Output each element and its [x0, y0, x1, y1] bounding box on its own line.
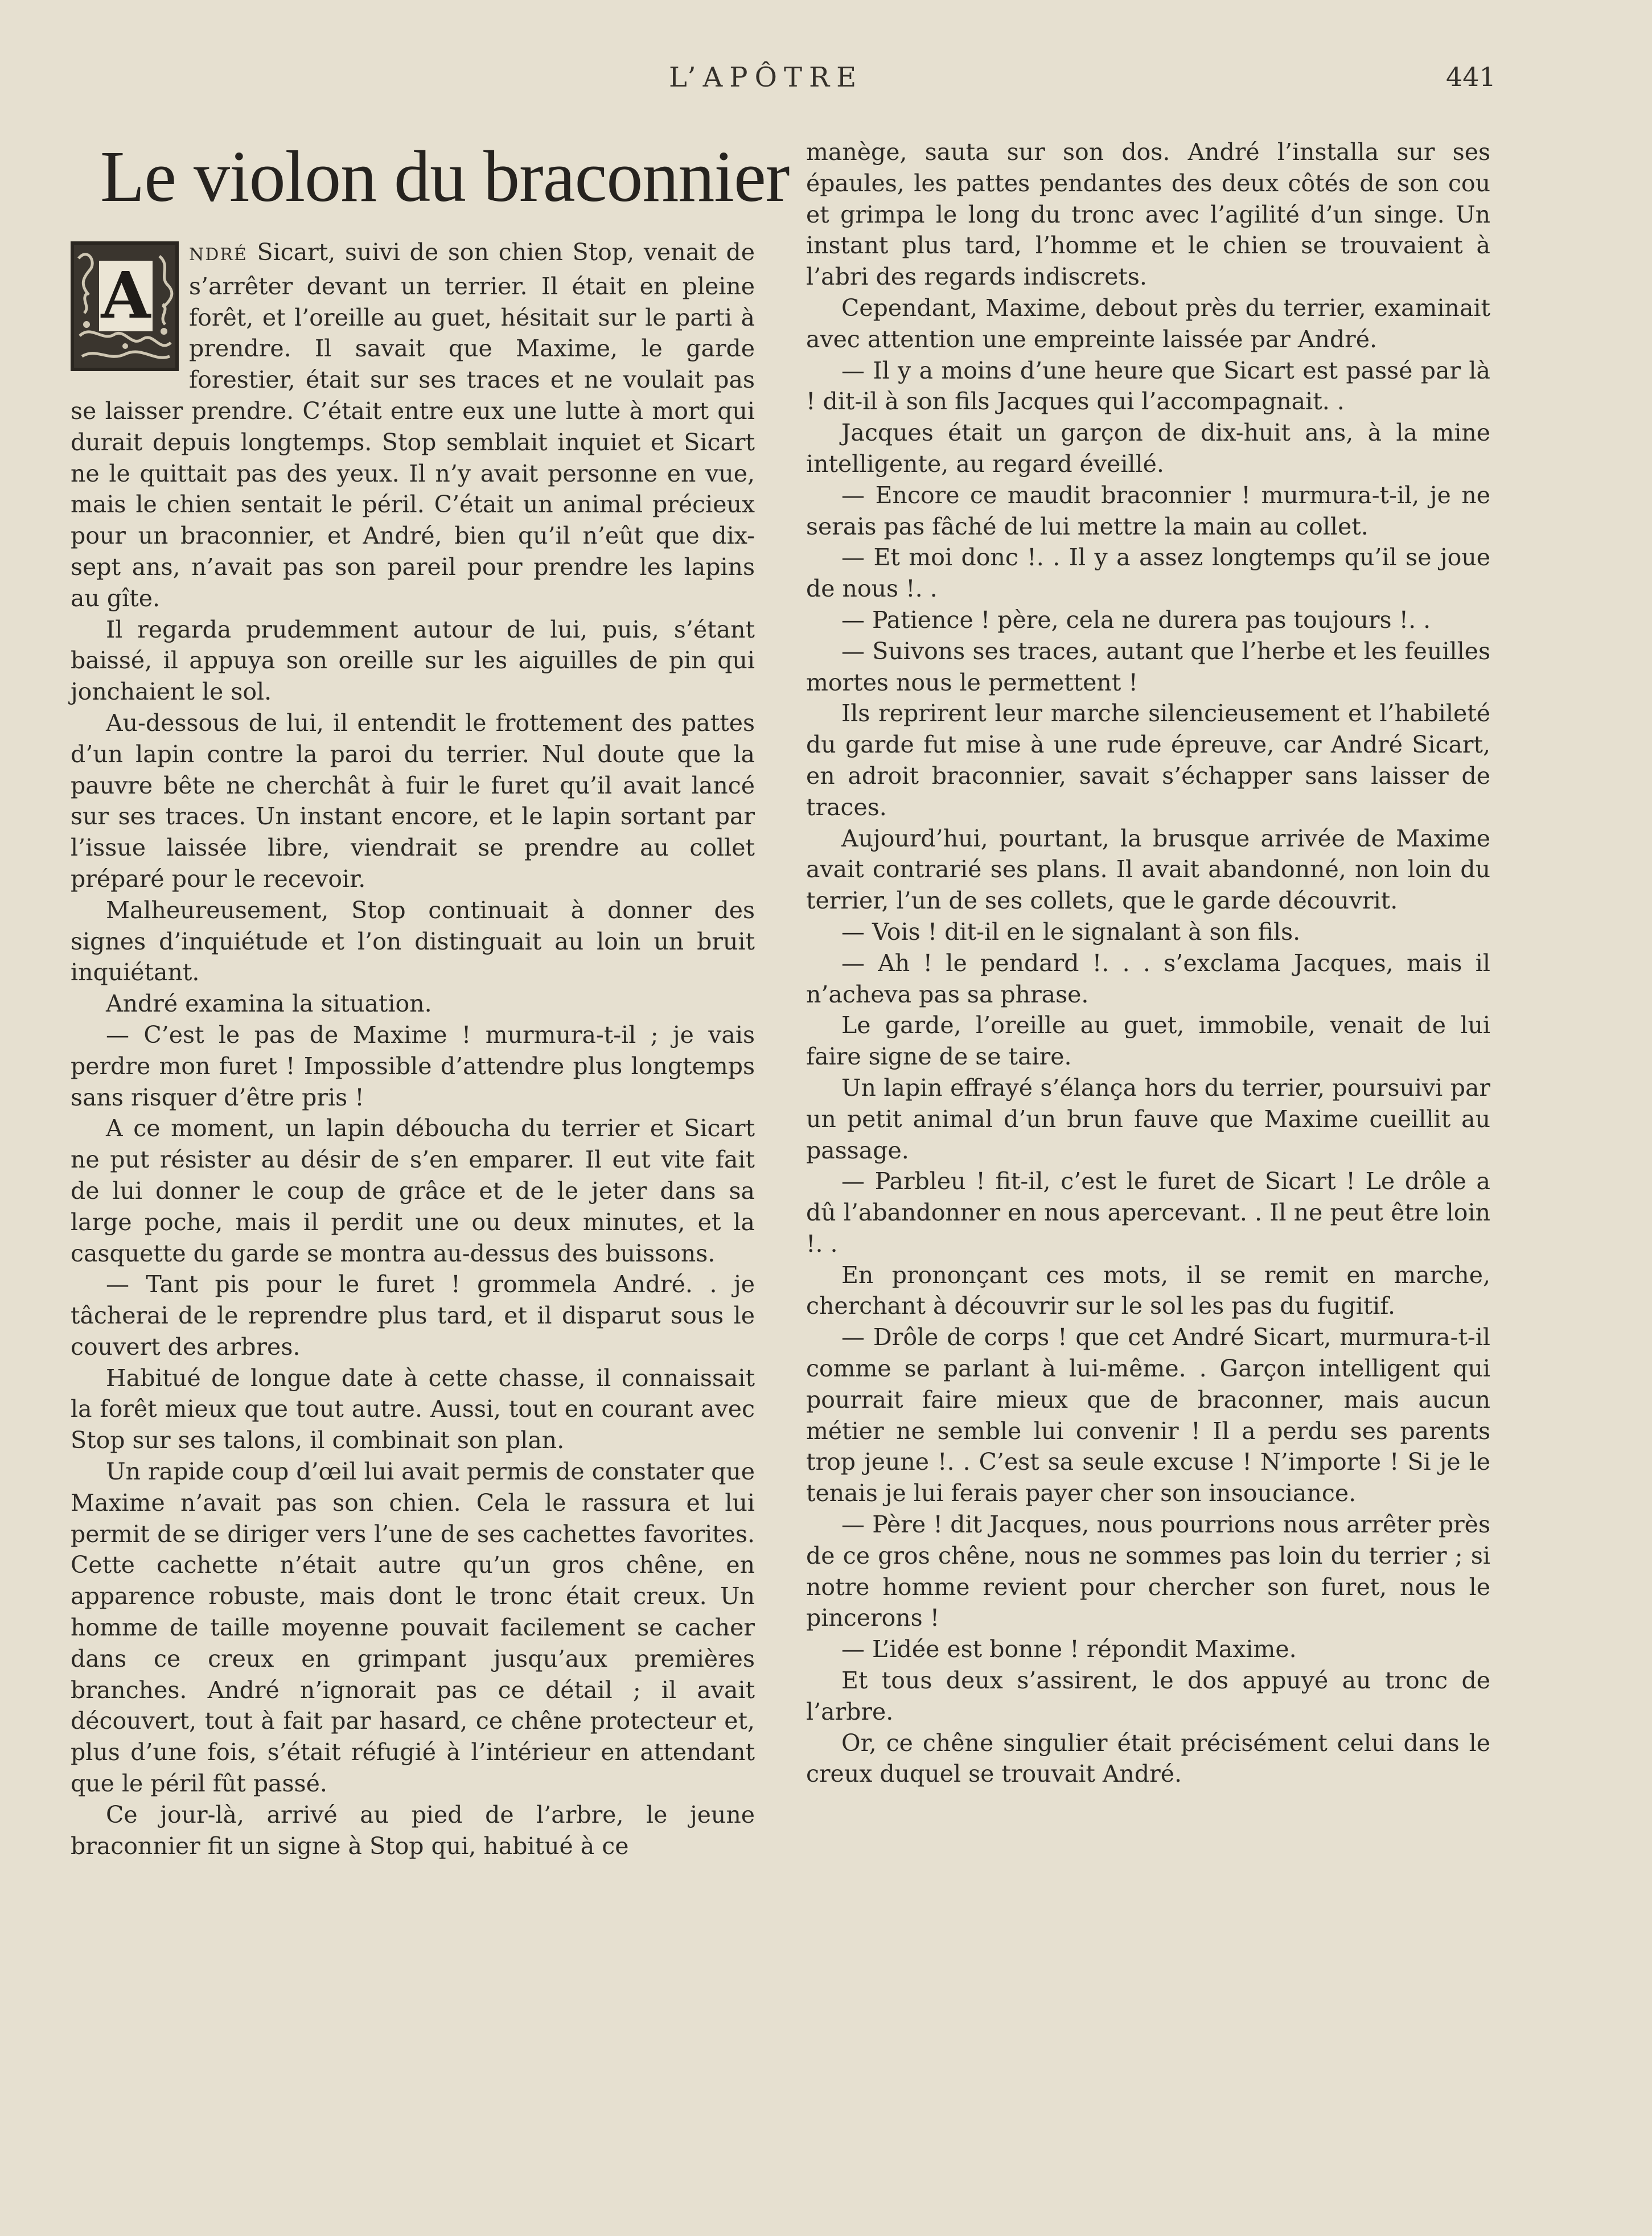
left-column	[71, 136, 790, 1861]
paragraph: Ce jour-là, arrivé au pied de l’arbre, le jeune braconnier fit un signe à Stop qui, habitué à ce	[71, 1801, 755, 1860]
dropcap-letter: A	[99, 261, 153, 331]
paragraph: — Et moi donc !. . Il y a assez longtemps qu’il se joue de nous !. .	[806, 544, 1490, 603]
paragraph: Aujourd’hui, pourtant, la brusque arrivée de Maxime avait contrarié ses plans. Il avait abandonné, non loin du terrier, l’un de ses collets, que le garde découvrit.	[806, 824, 1490, 915]
paragraph: Il regarda prudemment autour de lui, puis, s’étant baissé, il appuya son oreille sur les aiguilles de pin qui jonchaient le sol.	[71, 615, 755, 706]
paragraph: — Ah ! le pendard !. . . s’exclama Jacques, mais il n’acheva pas sa phrase.	[806, 949, 1490, 1008]
paragraph: Un lapin effrayé s’élança hors du terrier, poursuivi par un petit animal d’un brun fauve que Maxime cueillit au passage.	[806, 1074, 1490, 1164]
paragraph: — L’idée est bonne ! répondit Maxime.	[841, 1635, 1297, 1663]
paragraph: — Suivons ses traces, autant que l’herbe et les feuilles mortes nous le permettent !	[806, 637, 1490, 696]
paragraph: — Père ! dit Jacques, nous pourrions nous arrêter près de ce gros chêne, nous ne sommes pas loin du terrier ; si notre homme revient pour chercher son furet, nous le pincerons !	[806, 1511, 1490, 1632]
paragraph: Habitué de longue date à cette chasse, il connaissait la forêt mieux que tout autre. Aussi, tout en courant avec Stop sur ses talons, il combinait son plan.	[71, 1364, 755, 1454]
paragraph: Ils reprirent leur marche silencieusement et l’habileté du garde fut mise à une rude épreuve, car André Sicart, en adroit braconnier, savait s’échapper sans laisser de traces.	[806, 700, 1490, 821]
paragraph: — Drôle de corps ! que cet André Sicart, murmura-t-il comme se parlant à lui-même. . Garçon intelligent qui pourrait faire mieux que de braconner, mais aucun métier ne semble lui convenir ! Il a perdu ses parents trop jeune !. . C’est sa seule excuse ! N’importe ! Si je le tenais je lui ferais payer cher son insouciance.	[806, 1323, 1490, 1507]
paragraph: manège, sauta sur son dos. André l’installa sur ses épaules, les pattes pendantes des deux côtés de son cou et grimpa le long du tronc avec l’agilité d’un singe. Un instant plus tard, l’homme et le chien se trouvaient à l’abri des regards indiscrets.	[806, 138, 1490, 291]
paragraph: En prononçant ces mots, il se remit en marche, cherchant à découvrir sur le sol les pas du fugitif.	[806, 1261, 1490, 1320]
paragraph-text: Sicart, suivi de son chien Stop, venait de s’arrêter devant un terrier. Il était en pleine forêt, et l’oreille au guet, hésitait sur le parti à prendre. Il savait que Maxime, le garde forestier, était sur ses traces et ne voulait pas se laisser prendre. C’était entre eux une lutte à mort qui durait depuis longtemps. Stop semblait inquiet et Sicart ne le quittait pas des yeux. Il n’y avait personne en vue, mais le chien sentait le péril. C’était un animal précieux pour un braconnier, et André, bien qu’il n’eût que dix-sept ans, n’avait pas son pareil pour prendre les lapins au gîte.	[71, 239, 755, 612]
paragraph: Au-dessous de lui, il entendit le frottement des pattes d’un lapin contre la paroi du terrier. Nul doute que la pauvre bête ne cherchât à fuir le furet qu’il avait lancé sur ses traces. Un instant encore, et le lapin sortant par l’issue laissée libre, viendrait se prendre au collet préparé pour le recevoir.	[71, 709, 755, 893]
paragraph: A ce moment, un lapin déboucha du terrier et Sicart ne put résister au désir de s’en emparer. Il eut vite fait de lui donner le coup de grâce et de le jeter dans sa large poche, mais il perdit une ou deux minutes, et la casquette du garde se montra au-dessus des buissons.	[71, 1115, 755, 1267]
article-title: Le violon du braconnier	[100, 136, 790, 217]
paragraph: Jacques était un garçon de dix-huit ans, à la mine intelligente, au regard éveillé.	[806, 419, 1490, 478]
ornamental-dropcap	[71, 241, 179, 371]
page-number: 441	[1446, 61, 1496, 92]
first-word-smallcaps: NDRÉ	[189, 245, 248, 265]
paragraph: — Patience ! père, cela ne durera pas toujours !. .	[841, 606, 1431, 634]
paragraph: — Encore ce maudit braconnier ! murmura-t-il, je ne serais pas fâché de lui mettre la main au collet.	[806, 481, 1490, 540]
paragraph: Un rapide coup d’œil lui avait permis de constater que Maxime n’avait pas son chien. Cela le rassura et lui permit de se diriger vers l’une de ses cachettes favorites. Cette cachette n’était autre qu’un gros chêne, en apparence robuste, mais dont le tronc était creux. Un homme de taille moyenne pouvait facilement se cacher dans ce creux en grimpant jusqu’aux premières branches. André n’ignorait pas ce détail ; il avait découvert, tout à fait par hasard, ce chêne protecteur et, plus d’une fois, s’était réfugié à l’intérieur en attendant que le péril fût passé.	[71, 1458, 755, 1798]
paragraph: — Vois ! dit-il en le signalant à son fils.	[841, 918, 1301, 946]
paragraph: Malheureusement, Stop continuait à donner des signes d’inquiétude et l’on distinguait au loin un bruit inquiétant.	[71, 896, 755, 987]
paragraph: — Il y a moins d’une heure que Sicart est passé par là ! dit-il à son fils Jacques qui l’accompagnait. .	[806, 356, 1490, 416]
paragraph: — Parbleu ! fit-il, c’est le furet de Sicart ! Le drôle a dû l’abandonner en nous apercevant. . Il ne peut être loin !. .	[806, 1168, 1490, 1257]
paragraph: — C’est le pas de Maxime ! murmura-t-il ; je vais perdre mon furet ! Impossible d’attendre plus longtemps sans risquer d’être pris !	[71, 1021, 755, 1111]
paragraph: André examina la situation.	[106, 990, 432, 1018]
paragraph: Et tous deux s’assirent, le dos appuyé au tronc de l’arbre.	[806, 1667, 1490, 1725]
running-title: L’APÔTRE	[669, 61, 864, 93]
paragraph: Cependant, Maxime, debout près du terrier, examinait avec attention une empreinte laissée par André.	[806, 294, 1490, 353]
paragraph: Or, ce chêne singulier était précisément celui dans le creux duquel se trouvait André.	[806, 1729, 1490, 1788]
paragraph: Le garde, l’oreille au guet, immobile, venait de lui faire signe de se taire.	[806, 1012, 1490, 1071]
paragraph: — Tant pis pour le furet ! grommela André. . je tâcherai de le reprendre plus tard, et il disparut sous le couvert des arbres.	[71, 1271, 755, 1360]
running-header	[0, 61, 1652, 107]
right-column	[806, 137, 1490, 1790]
